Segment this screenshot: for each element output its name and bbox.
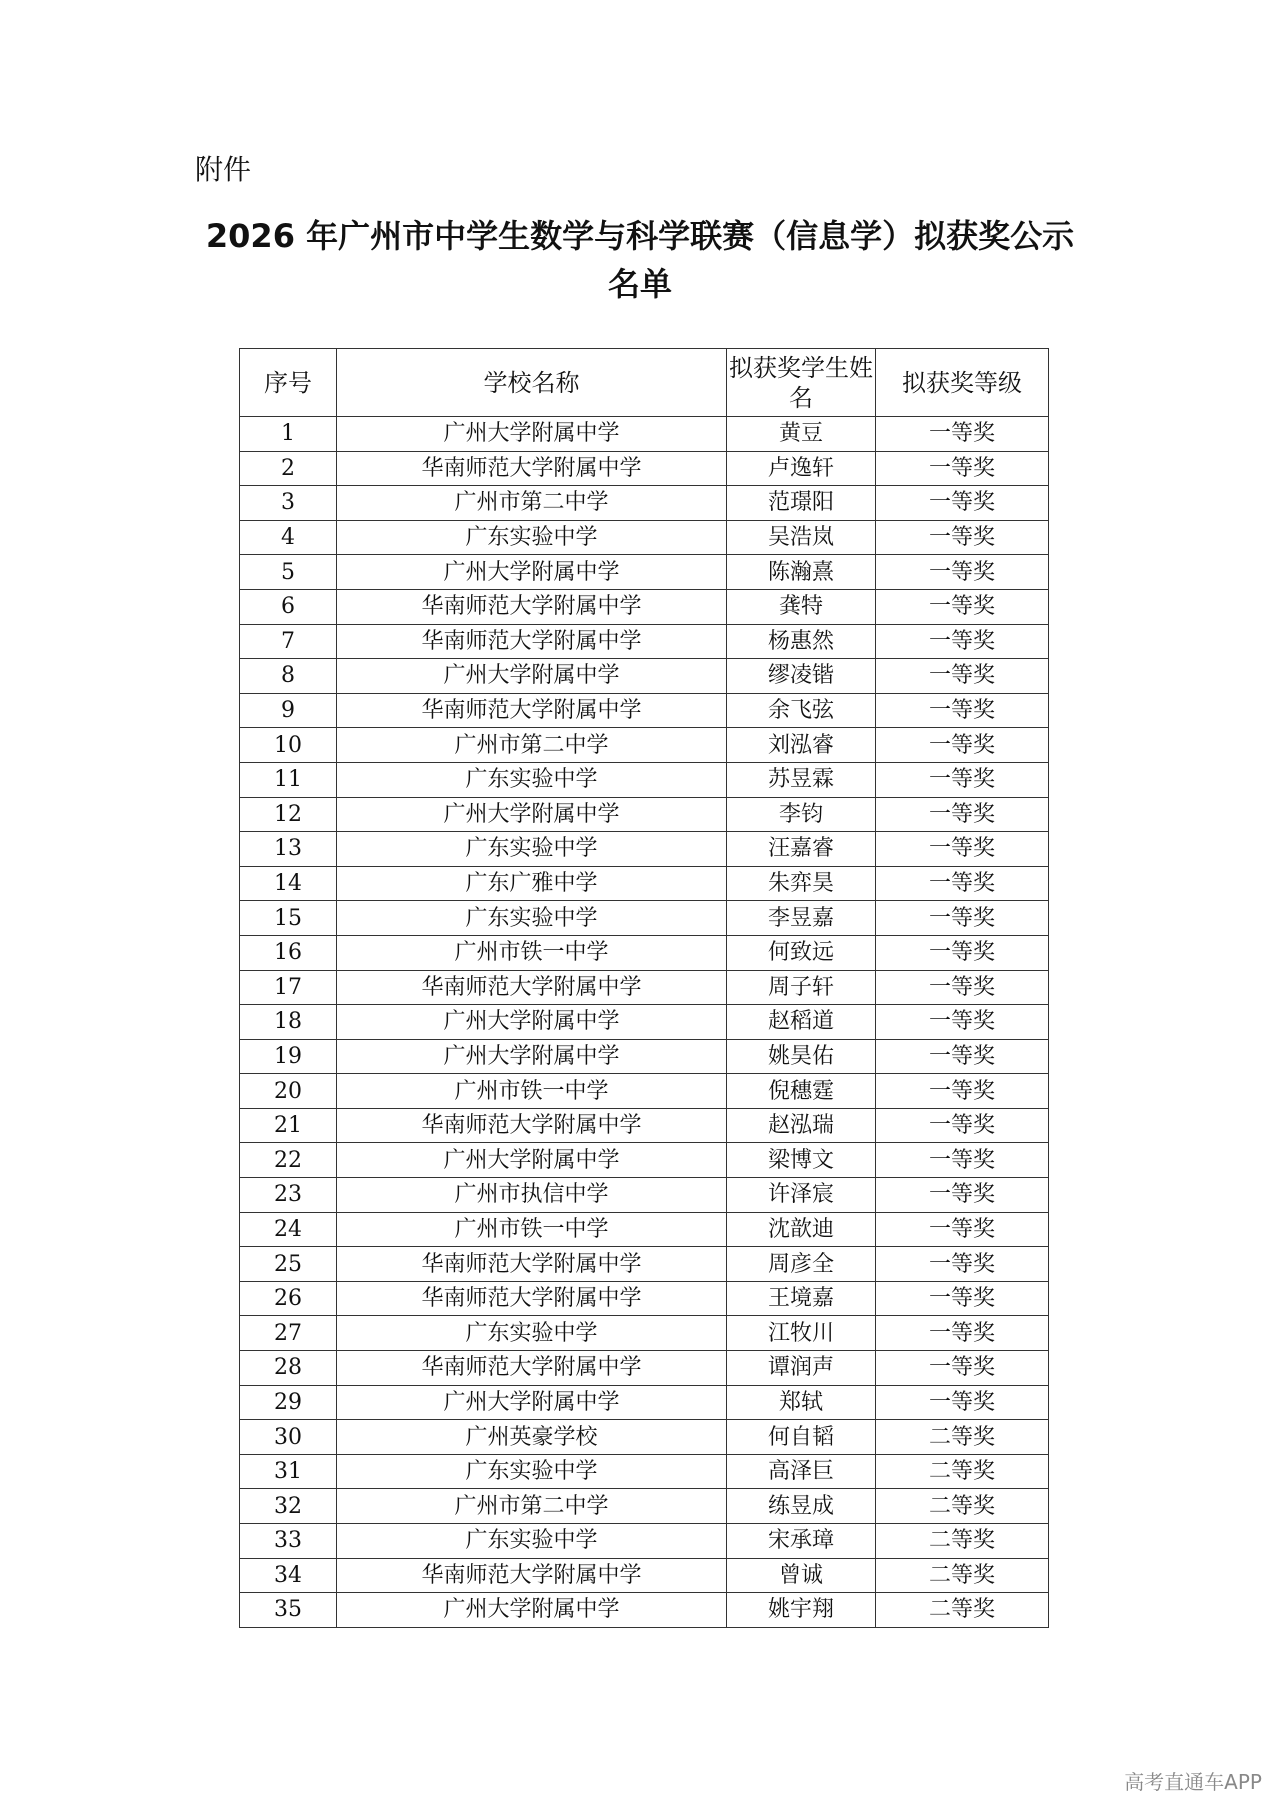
- cell-serial-number: 25: [240, 1247, 337, 1282]
- table-row: [240, 659, 1049, 694]
- cell-student-name: 姚宇翔: [727, 1593, 876, 1628]
- cell-school-name: 广州市铁一中学: [337, 1212, 727, 1247]
- cell-award-level: 一等奖: [876, 1281, 1049, 1316]
- table-row: [240, 935, 1049, 970]
- cell-school-name: 广东实验中学: [337, 1316, 727, 1351]
- cell-student-name: 江牧川: [727, 1316, 876, 1351]
- cell-serial-number: 7: [240, 624, 337, 659]
- table-row: [240, 1005, 1049, 1040]
- cell-school-name: 广州英豪学校: [337, 1420, 727, 1455]
- cell-school-name: 华南师范大学附属中学: [337, 1281, 727, 1316]
- cell-award-level: 一等奖: [876, 1212, 1049, 1247]
- cell-student-name: 刘泓睿: [727, 728, 876, 763]
- table-row: [240, 1212, 1049, 1247]
- cell-serial-number: 1: [240, 417, 337, 452]
- award-list-table: [239, 348, 1049, 1628]
- page-title-line-1: 2026 年广州市中学生数学与科学联赛（信息学）拟获奖公示: [205, 217, 1075, 255]
- cell-student-name: 黄豆: [727, 417, 876, 452]
- cell-serial-number: 21: [240, 1108, 337, 1143]
- cell-school-name: 广州市铁一中学: [337, 935, 727, 970]
- cell-school-name: 华南师范大学附属中学: [337, 1351, 727, 1386]
- cell-student-name: 周子轩: [727, 970, 876, 1005]
- cell-student-name: 练昱成: [727, 1489, 876, 1524]
- table-row: [240, 1247, 1049, 1282]
- table-row: [240, 1281, 1049, 1316]
- cell-serial-number: 29: [240, 1385, 337, 1420]
- cell-serial-number: 2: [240, 451, 337, 486]
- table-row: [240, 1489, 1049, 1524]
- cell-student-name: 余飞弦: [727, 693, 876, 728]
- cell-student-name: 赵稻道: [727, 1005, 876, 1040]
- cell-school-name: 华南师范大学附属中学: [337, 970, 727, 1005]
- cell-serial-number: 28: [240, 1351, 337, 1386]
- cell-school-name: 广东广雅中学: [337, 866, 727, 901]
- table-row: [240, 417, 1049, 452]
- cell-award-level: 二等奖: [876, 1420, 1049, 1455]
- cell-student-name: 何致远: [727, 935, 876, 970]
- cell-school-name: 广州大学附属中学: [337, 1385, 727, 1420]
- cell-student-name: 许泽宸: [727, 1178, 876, 1213]
- cell-student-name: 沈歆迪: [727, 1212, 876, 1247]
- cell-school-name: 广东实验中学: [337, 762, 727, 797]
- cell-school-name: 广州大学附属中学: [337, 1005, 727, 1040]
- table-row: [240, 1420, 1049, 1455]
- table-row: [240, 1178, 1049, 1213]
- cell-student-name: 赵泓瑞: [727, 1108, 876, 1143]
- cell-award-level: 一等奖: [876, 520, 1049, 555]
- cell-award-level: 一等奖: [876, 1351, 1049, 1386]
- table-row: [240, 451, 1049, 486]
- cell-student-name: 梁博文: [727, 1143, 876, 1178]
- cell-award-level: 一等奖: [876, 1316, 1049, 1351]
- cell-award-level: 一等奖: [876, 659, 1049, 694]
- cell-award-level: 一等奖: [876, 797, 1049, 832]
- cell-serial-number: 19: [240, 1039, 337, 1074]
- cell-school-name: 广东实验中学: [337, 832, 727, 867]
- cell-school-name: 广东实验中学: [337, 1454, 727, 1489]
- table-row: [240, 520, 1049, 555]
- table-row: [240, 1524, 1049, 1559]
- cell-serial-number: 34: [240, 1558, 337, 1593]
- cell-serial-number: 4: [240, 520, 337, 555]
- cell-school-name: 广州大学附属中学: [337, 1593, 727, 1628]
- cell-serial-number: 20: [240, 1074, 337, 1109]
- cell-school-name: 华南师范大学附属中学: [337, 1108, 727, 1143]
- cell-student-name: 曾诚: [727, 1558, 876, 1593]
- cell-serial-number: 30: [240, 1420, 337, 1455]
- cell-award-level: 一等奖: [876, 1039, 1049, 1074]
- cell-serial-number: 5: [240, 555, 337, 590]
- table-row: [240, 624, 1049, 659]
- cell-award-level: 一等奖: [876, 1108, 1049, 1143]
- cell-school-name: 华南师范大学附属中学: [337, 589, 727, 624]
- header-school-name: 学校名称: [337, 349, 727, 417]
- cell-serial-number: 3: [240, 486, 337, 521]
- cell-award-level: 二等奖: [876, 1489, 1049, 1524]
- cell-award-level: 二等奖: [876, 1454, 1049, 1489]
- cell-serial-number: 15: [240, 901, 337, 936]
- cell-serial-number: 24: [240, 1212, 337, 1247]
- table-row: [240, 589, 1049, 624]
- cell-serial-number: 6: [240, 589, 337, 624]
- cell-school-name: 华南师范大学附属中学: [337, 693, 727, 728]
- table-row: [240, 1593, 1049, 1628]
- table-body: [240, 417, 1049, 1628]
- cell-award-level: 一等奖: [876, 1178, 1049, 1213]
- page-title-line-2: 名单: [607, 265, 672, 303]
- cell-award-level: 一等奖: [876, 486, 1049, 521]
- cell-student-name: 周彦全: [727, 1247, 876, 1282]
- cell-award-level: 二等奖: [876, 1593, 1049, 1628]
- cell-serial-number: 23: [240, 1178, 337, 1213]
- page-title: [0, 212, 1280, 308]
- header-award-level: 拟获奖等级: [876, 349, 1049, 417]
- cell-award-level: 一等奖: [876, 935, 1049, 970]
- cell-award-level: 一等奖: [876, 589, 1049, 624]
- cell-award-level: 一等奖: [876, 762, 1049, 797]
- attachment-label: 附件: [195, 153, 252, 186]
- cell-school-name: 广州大学附属中学: [337, 797, 727, 832]
- cell-school-name: 广东实验中学: [337, 1524, 727, 1559]
- table-row: [240, 555, 1049, 590]
- table-row: [240, 486, 1049, 521]
- cell-student-name: 李昱嘉: [727, 901, 876, 936]
- cell-award-level: 一等奖: [876, 1143, 1049, 1178]
- cell-student-name: 朱弈昊: [727, 866, 876, 901]
- cell-award-level: 二等奖: [876, 1558, 1049, 1593]
- cell-serial-number: 32: [240, 1489, 337, 1524]
- cell-student-name: 陈瀚熹: [727, 555, 876, 590]
- table-row: [240, 728, 1049, 763]
- cell-serial-number: 18: [240, 1005, 337, 1040]
- table-header-row: [240, 349, 1049, 417]
- cell-award-level: 一等奖: [876, 624, 1049, 659]
- cell-student-name: 杨惠然: [727, 624, 876, 659]
- cell-student-name: 高泽巨: [727, 1454, 876, 1489]
- cell-student-name: 李钧: [727, 797, 876, 832]
- cell-award-level: 一等奖: [876, 1074, 1049, 1109]
- table-row: [240, 1351, 1049, 1386]
- cell-student-name: 谭润声: [727, 1351, 876, 1386]
- cell-student-name: 吴浩岚: [727, 520, 876, 555]
- cell-award-level: 一等奖: [876, 417, 1049, 452]
- cell-school-name: 华南师范大学附属中学: [337, 624, 727, 659]
- cell-school-name: 广州大学附属中学: [337, 417, 727, 452]
- cell-student-name: 范璟阳: [727, 486, 876, 521]
- cell-school-name: 华南师范大学附属中学: [337, 1558, 727, 1593]
- table-row: [240, 1108, 1049, 1143]
- table-row: [240, 1558, 1049, 1593]
- table-row: [240, 762, 1049, 797]
- cell-serial-number: 8: [240, 659, 337, 694]
- cell-school-name: 广州大学附属中学: [337, 1039, 727, 1074]
- cell-award-level: 一等奖: [876, 866, 1049, 901]
- cell-award-level: 一等奖: [876, 728, 1049, 763]
- cell-serial-number: 14: [240, 866, 337, 901]
- cell-serial-number: 9: [240, 693, 337, 728]
- cell-serial-number: 35: [240, 1593, 337, 1628]
- cell-school-name: 广州市执信中学: [337, 1178, 727, 1213]
- table-row: [240, 832, 1049, 867]
- cell-school-name: 广州市第二中学: [337, 486, 727, 521]
- cell-serial-number: 31: [240, 1454, 337, 1489]
- cell-school-name: 广州市第二中学: [337, 1489, 727, 1524]
- cell-award-level: 一等奖: [876, 555, 1049, 590]
- table-row: [240, 970, 1049, 1005]
- cell-student-name: 倪穗霆: [727, 1074, 876, 1109]
- cell-serial-number: 22: [240, 1143, 337, 1178]
- cell-school-name: 广州大学附属中学: [337, 659, 727, 694]
- cell-serial-number: 33: [240, 1524, 337, 1559]
- table-row: [240, 1143, 1049, 1178]
- table-row: [240, 1454, 1049, 1489]
- table-row: [240, 1385, 1049, 1420]
- table-row: [240, 901, 1049, 936]
- cell-school-name: 广州大学附属中学: [337, 555, 727, 590]
- cell-award-level: 一等奖: [876, 1005, 1049, 1040]
- cell-student-name: 王境嘉: [727, 1281, 876, 1316]
- cell-award-level: 一等奖: [876, 693, 1049, 728]
- cell-school-name: 广东实验中学: [337, 901, 727, 936]
- cell-award-level: 一等奖: [876, 1247, 1049, 1282]
- table-row: [240, 866, 1049, 901]
- table-row: [240, 1039, 1049, 1074]
- cell-student-name: 汪嘉睿: [727, 832, 876, 867]
- cell-student-name: 宋承璋: [727, 1524, 876, 1559]
- table-row: [240, 1074, 1049, 1109]
- cell-award-level: 一等奖: [876, 451, 1049, 486]
- cell-student-name: 卢逸轩: [727, 451, 876, 486]
- cell-serial-number: 13: [240, 832, 337, 867]
- cell-student-name: 龚特: [727, 589, 876, 624]
- cell-school-name: 华南师范大学附属中学: [337, 1247, 727, 1282]
- cell-school-name: 广州市第二中学: [337, 728, 727, 763]
- cell-award-level: 二等奖: [876, 1524, 1049, 1559]
- cell-student-name: 苏昱霖: [727, 762, 876, 797]
- cell-serial-number: 17: [240, 970, 337, 1005]
- cell-serial-number: 11: [240, 762, 337, 797]
- cell-school-name: 广州大学附属中学: [337, 1143, 727, 1178]
- header-student-name: 拟获奖学生姓名: [727, 349, 876, 417]
- cell-school-name: 华南师范大学附属中学: [337, 451, 727, 486]
- cell-award-level: 一等奖: [876, 970, 1049, 1005]
- cell-award-level: 一等奖: [876, 901, 1049, 936]
- cell-serial-number: 26: [240, 1281, 337, 1316]
- cell-student-name: 缪凌锴: [727, 659, 876, 694]
- cell-serial-number: 12: [240, 797, 337, 832]
- header-serial-number: 序号: [240, 349, 337, 417]
- watermark: 高考直通车APP: [1124, 1770, 1262, 1794]
- cell-student-name: 郑轼: [727, 1385, 876, 1420]
- table-row: [240, 1316, 1049, 1351]
- table-row: [240, 693, 1049, 728]
- cell-student-name: 何自韬: [727, 1420, 876, 1455]
- table-row: [240, 797, 1049, 832]
- cell-student-name: 姚昊佑: [727, 1039, 876, 1074]
- cell-award-level: 一等奖: [876, 1385, 1049, 1420]
- cell-serial-number: 27: [240, 1316, 337, 1351]
- cell-serial-number: 16: [240, 935, 337, 970]
- cell-award-level: 一等奖: [876, 832, 1049, 867]
- cell-school-name: 广东实验中学: [337, 520, 727, 555]
- cell-school-name: 广州市铁一中学: [337, 1074, 727, 1109]
- cell-serial-number: 10: [240, 728, 337, 763]
